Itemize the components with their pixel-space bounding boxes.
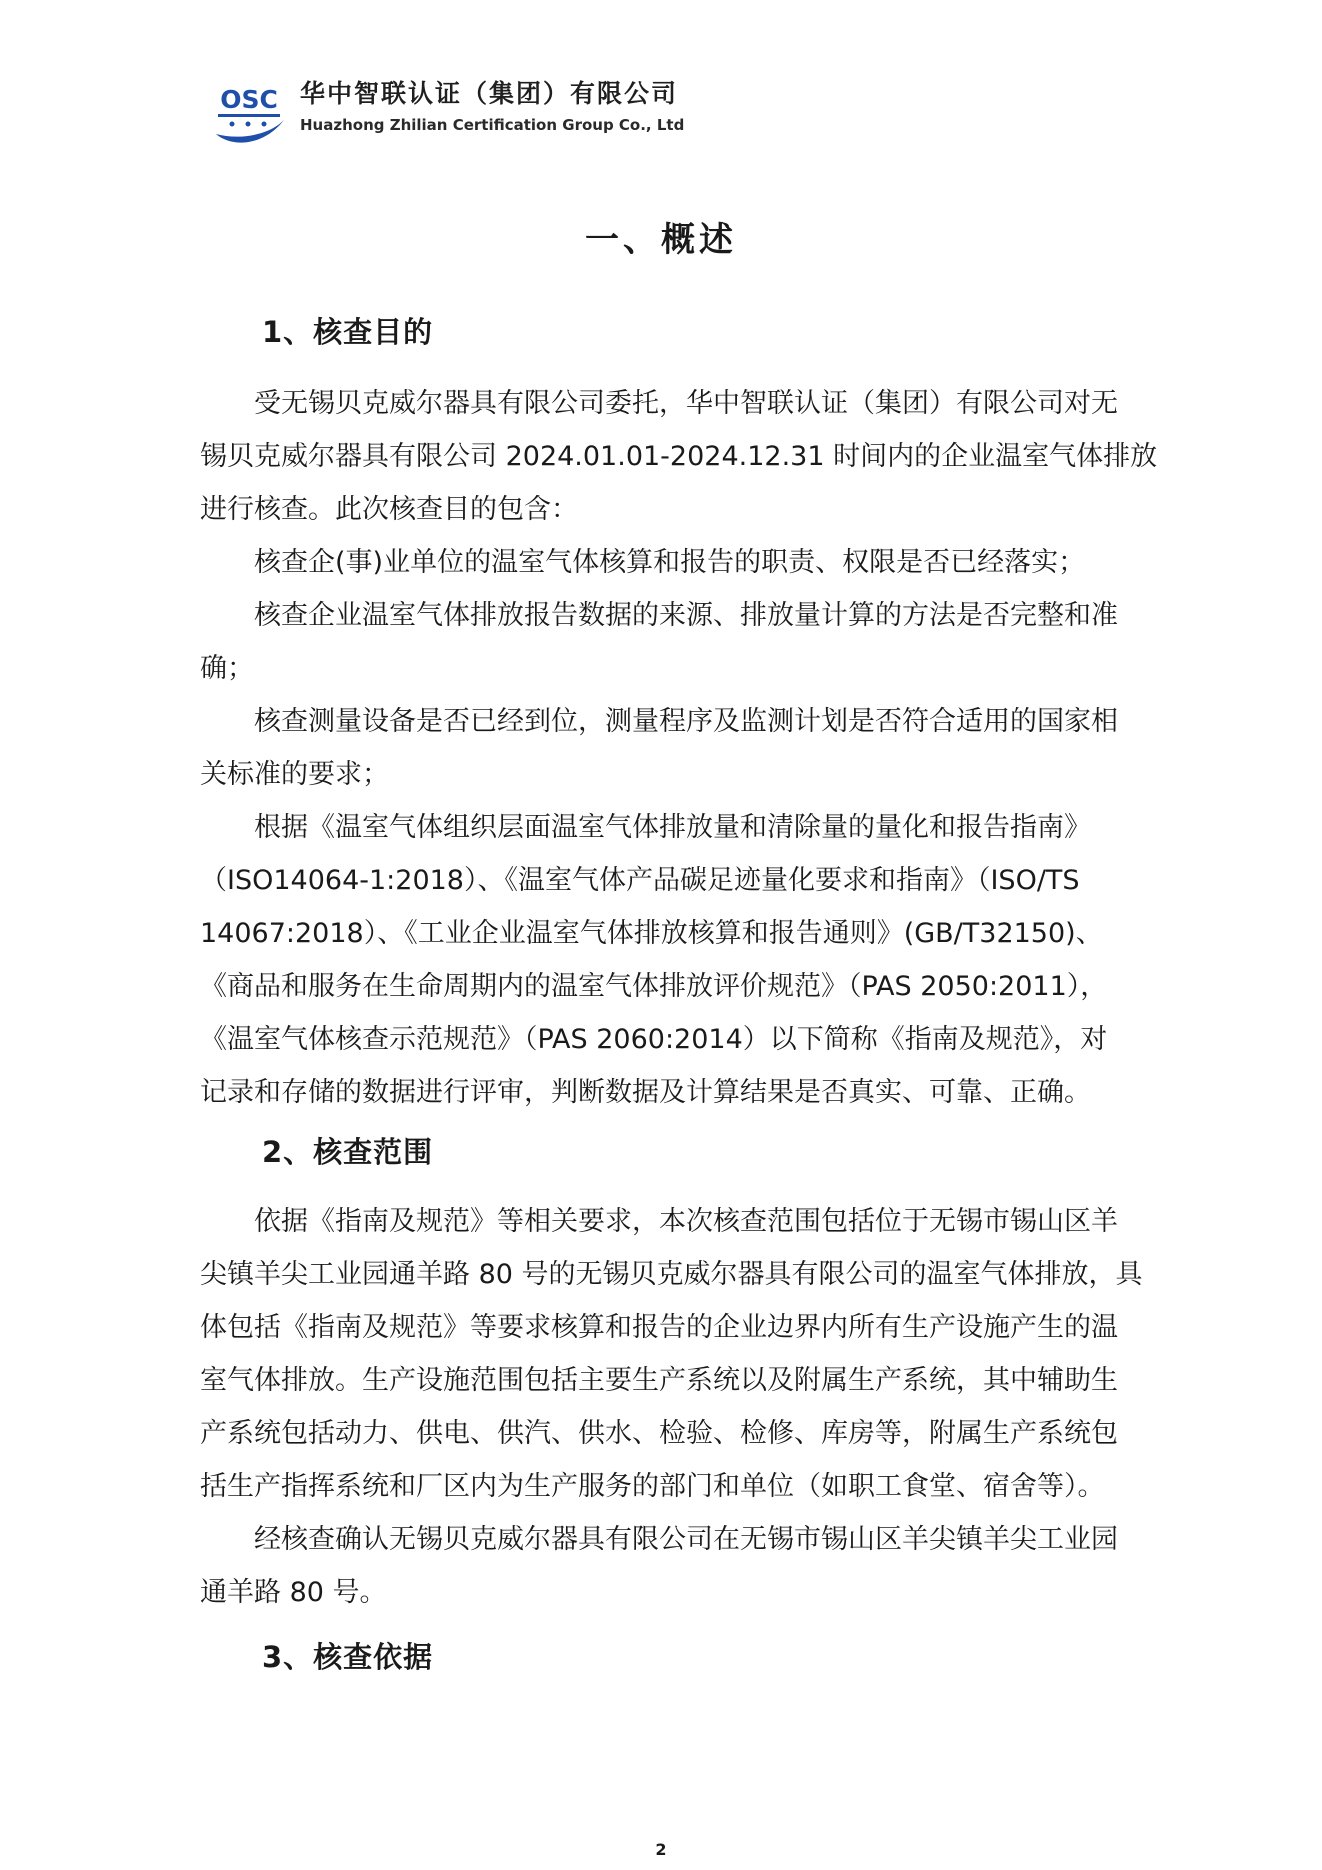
paragraph-line: 关标准的要求； (200, 759, 389, 790)
paragraph-line: 尖镇羊尖工业园通羊路 80 号的无锡贝克威尔器具有限公司的温室气体排放，具 (200, 1259, 1143, 1290)
paragraph-line: 根据《温室气体组织层面温室气体排放量和清除量的量化和报告指南》 (254, 812, 1091, 843)
paragraph-line: 体包括《指南及规范》等要求核算和报告的企业边界内所有生产设施产生的温 (200, 1312, 1118, 1343)
paragraph-line: 14067:2018）、《工业企业温室气体排放核算和报告通则》(GB/T32150)、 (200, 918, 1103, 949)
paragraph-line: 核查企业温室气体排放报告数据的来源、排放量计算的方法是否完整和准 (254, 600, 1118, 631)
company-logo-icon (212, 76, 286, 148)
paragraph-line: （ISO14064-1:2018）、《温室气体产品碳足迹量化要求和指南》（ISO/TS (200, 865, 1080, 896)
company-name-cn: 华中智联认证（集团）有限公司 (300, 79, 679, 108)
paragraph-line: 依据《指南及规范》等相关要求，本次核查范围包括位于无锡市锡山区羊 (254, 1206, 1118, 1237)
paragraph-line: 经核查确认无锡贝克威尔器具有限公司在无锡市锡山区羊尖镇羊尖工业园 (254, 1524, 1118, 1555)
paragraph-line: 核查测量设备是否已经到位，测量程序及监测计划是否符合适用的国家相 (254, 706, 1118, 737)
section-heading-scope: 2、核查范围 (262, 1135, 434, 1169)
paragraph-line: 核查企(事)业单位的温室气体核算和报告的职责、权限是否已经落实； (254, 547, 1086, 578)
paragraph-line: 括生产指挥系统和厂区内为生产服务的部门和单位（如职工食堂、宿舍等）。 (200, 1471, 1105, 1502)
page-number: 2 (655, 1840, 667, 1859)
paragraph-line: 通羊路 80 号。 (200, 1577, 387, 1608)
paragraph-line: 《商品和服务在生命周期内的温室气体排放评价规范》（PAS 2050:2011）， (200, 971, 1108, 1002)
logo-letters: OSC (220, 85, 278, 114)
section-heading-purpose: 1、核查目的 (262, 315, 434, 349)
letterhead (212, 72, 732, 152)
paragraph-line: 进行核查。此次核查目的包含： (200, 494, 578, 525)
company-name-en: Huazhong Zhilian Certification Group Co., Ltd (300, 116, 685, 134)
paragraph-line: 室气体排放。生产设施范围包括主要生产系统以及附属生产系统，其中辅助生 (200, 1365, 1118, 1396)
paragraph-line: 记录和存储的数据进行评审，判断数据及计算结果是否真实、可靠、正确。 (200, 1077, 1091, 1108)
paragraph-line: 锡贝克威尔器具有限公司 2024.01.01-2024.12.31 时间内的企业温室气体排放 (200, 441, 1158, 472)
paragraph-line: 确； (200, 653, 254, 684)
paragraph-line: 产系统包括动力、供电、供汽、供水、检验、检修、库房等，附属生产系统包 (200, 1418, 1118, 1449)
section-heading-basis: 3、核查依据 (262, 1640, 434, 1674)
document-title: 一、概述 (585, 220, 737, 260)
paragraph-line: 受无锡贝克威尔器具有限公司委托，华中智联认证（集团）有限公司对无 (254, 388, 1118, 419)
paragraph-line: 《温室气体核查示范规范》（PAS 2060:2014）以下简称《指南及规范》，对 (200, 1024, 1108, 1055)
